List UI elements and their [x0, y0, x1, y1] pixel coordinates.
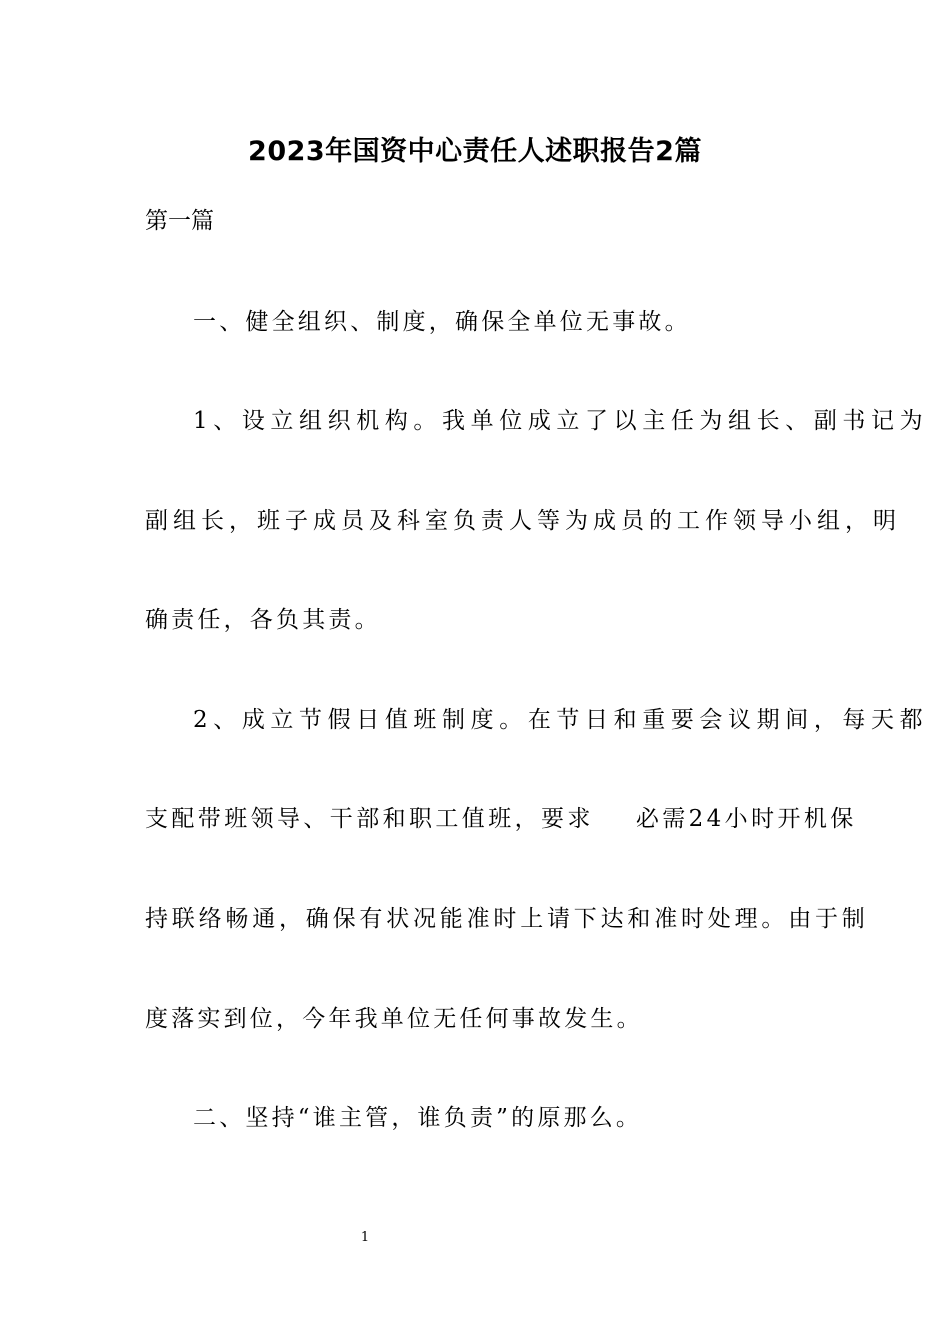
heading-one: 一、健全组织、制度，确保全单位无事故。: [193, 309, 691, 335]
paragraph-line: 副组长，班子成员及科室负责人等为成员的工作领导小组，明: [145, 508, 901, 534]
paragraph-line: 2、成立节假日值班制度。在节日和重要会议期间，每天都: [193, 707, 929, 733]
heading-two: 二、坚持“谁主管，谁负责”的原那么。: [193, 1105, 643, 1131]
document-title: 2023年国资中心责任人述职报告2篇: [248, 136, 702, 167]
paragraph-line: [145, 802, 857, 836]
paragraph-line: 度落实到位，今年我单位无任何事故发生。: [145, 1006, 643, 1032]
page-number: 1: [360, 1230, 370, 1245]
paragraph-line-part: 支配带班领导、干部和职工值班，要求: [145, 806, 594, 832]
paragraph-line: 确责任，各负其责。: [145, 607, 381, 633]
paragraph-line-part: 必需24小时开机保: [635, 806, 857, 832]
paragraph-line: 1、设立组织机构。我单位成立了以主任为组长、副书记为: [193, 408, 929, 434]
paragraph-line: 持联络畅通，确保有状况能准时上请下达和准时处理。由于制: [145, 906, 869, 932]
section-label: 第一篇: [145, 208, 214, 234]
